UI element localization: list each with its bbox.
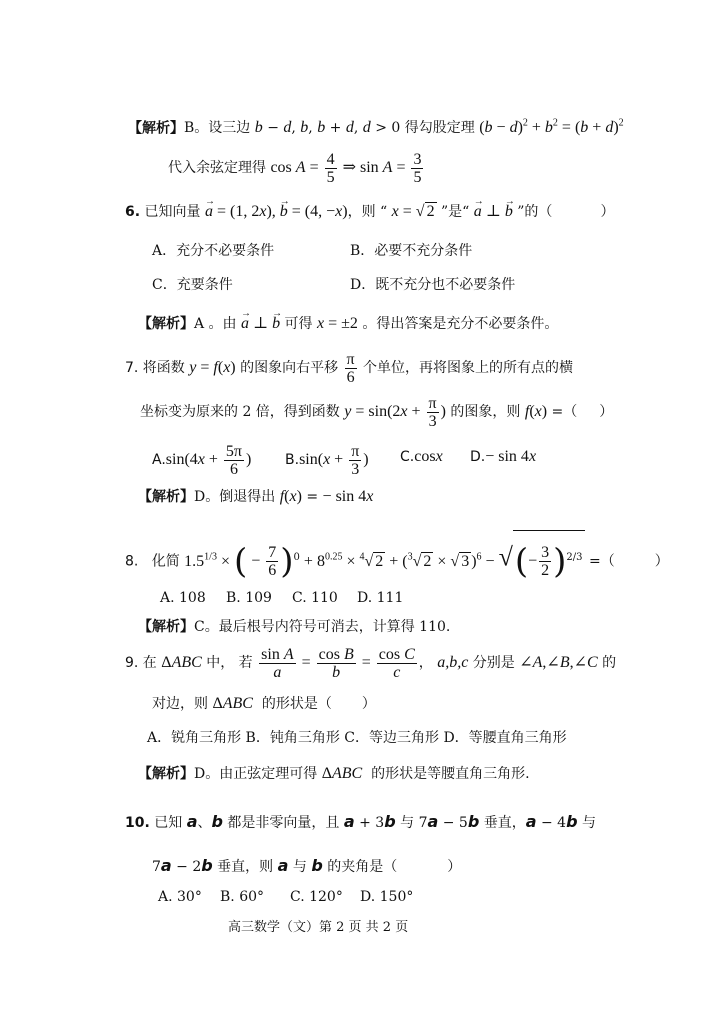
q6-solution: 【解析】A 。由 → a ⊥ → b 可得 x = ±2 。得出答案是充分不必要条件。 (138, 314, 558, 334)
q7-option-a[interactable]: A.sin(4x + $\frac{5\pi}{6}$ ) (152, 442, 252, 478)
q5-solution-line1 (128, 114, 624, 138)
q10-number: 10. (125, 815, 150, 831)
q8-stem: 8. 化简 $1.5^{1/3}$ × ( − $\frac{7}{6}$ )$^0 + 8^{0.25} \times ^4√$ 2 + ($^3$√ 2 × √ 3 )$^6$ − √(− $\frac{3}{2}$ )$^{2/3}$ =（ ） (125, 530, 669, 589)
q9-stem-line1: 9. 在 ΔABC 中， 若 $\frac{\text{sin A}}{a}$ = $\frac{\text{cos B}}{b}$ = $\frac{\text{cos C}}{c}$ ， a,b,c 分别是 ∠A,∠B,∠C 的 (125, 645, 617, 681)
analysis-label: 【解析】 (128, 120, 184, 137)
q8-option-a[interactable]: A. 108 (160, 590, 206, 606)
q6-stem: 6. 已知向量 → a = (1, 2x), → b = (4, −x)，则 “ x = √ 2 ”是“ → a ⊥ → b ”的（ ） (125, 202, 614, 222)
q5-solution-text: B。设三边 b − d, b, b + d, d > 0 得勾股定理 $(b - d)^2 + b^2 = (b + d)^2$ (184, 118, 624, 137)
q10-option-d[interactable]: D. 150° (360, 889, 414, 905)
q10-option-c[interactable]: C. 120° (290, 889, 343, 905)
q8-option-d[interactable]: D. 111 (357, 590, 404, 606)
q5-solution-line2: 代入余弦定理得 cos A = $\frac{4}{5}$ ⇒ sin A = $\frac{3}{5}$ (168, 150, 422, 186)
q7-stem-line1: 7. 将函数 y = f(x) 的图象向右平移 $\frac{\pi}{6}$ 个单位，再将图象上的所有点的横 (125, 350, 574, 386)
q7-option-d[interactable]: D.− sin 4x (470, 448, 537, 465)
q6-option-b[interactable]: B．必要不充分条件 (350, 243, 473, 259)
q6-option-a[interactable]: A．充分不必要条件 (152, 243, 275, 259)
q7-stem-line2: 坐标变为原来的 2 倍，得到函数 y = sin(2x + $\frac{\pi}{3}$ ) 的图象，则 f(x) =（ ） (140, 394, 614, 430)
q10-option-b[interactable]: B. 60° (220, 889, 265, 905)
q9-number: 9. (125, 655, 139, 671)
q8-solution: 【解析】C。最后根号内符号可消去，计算得 110. (138, 619, 451, 635)
q7-solution: 【解析】D。倒退得出 f(x) = − sin 4x (138, 488, 374, 505)
q7-option-b[interactable]: B.sin(x + $\frac{\pi}{3}$ ) (285, 442, 369, 478)
q6-option-c[interactable]: C．充要条件 (152, 277, 233, 293)
q8-number: 8. (125, 553, 139, 570)
q10-option-a[interactable]: A. 30° (158, 889, 202, 905)
q7-option-c[interactable]: C.cosx (400, 448, 443, 465)
q10-stem-line1: 10. 已知 a、b 都是非零向量，且 a + 3b 与 7a − 5b 垂直，a − 4b 与 (125, 812, 596, 831)
q9-options[interactable]: A．锐角三角形 B．钝角三角形 C．等边三角形 D．等腰直角三角形 (147, 730, 567, 746)
q8-option-c[interactable]: C. 110 (292, 590, 338, 606)
q7-number: 7. (125, 360, 139, 376)
q6-option-d[interactable]: D．既不充分也不必要条件 (350, 277, 516, 293)
q6-number: 6. (125, 204, 141, 220)
q9-stem-line2: 对边，则 ΔABC 的形状是（ ） (152, 695, 376, 712)
q10-stem-line2: 7a − 2b 垂直，则 a 与 b 的夹角是（ ） (152, 856, 462, 875)
q8-option-b[interactable]: B. 109 (226, 590, 272, 606)
page-footer: 高三数学（文）第 2 页 共 2 页 (228, 920, 409, 935)
q9-solution: 【解析】D。由正弦定理可得 ΔABC 的形状是等腰直角三角形. (138, 765, 530, 782)
